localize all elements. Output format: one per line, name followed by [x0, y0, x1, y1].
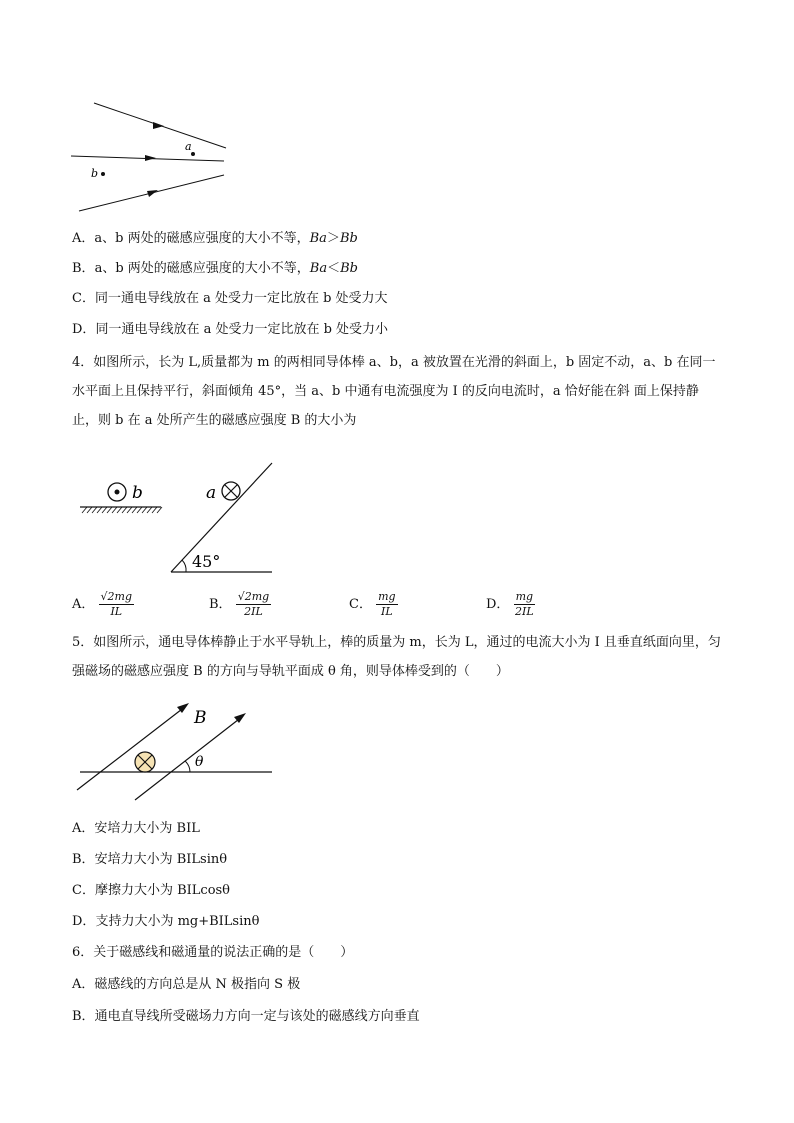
label-angle: 45° — [192, 552, 221, 571]
label-a: a — [185, 140, 192, 153]
q3-option-b: B．a、b 两处的磁感应强度的大小不等，Ba＜Bb — [72, 261, 358, 276]
label-b: b — [91, 167, 99, 180]
label-field-B: B — [194, 708, 207, 728]
q6-stem: 6．关于磁感线和磁通量的说法正确的是（ ） — [72, 945, 354, 960]
field-line-left — [77, 706, 186, 790]
label-angle-theta: θ — [195, 754, 204, 770]
q5-option-d: D．支持力大小为 mg+BILsinθ — [72, 914, 260, 929]
label-rod-b: b — [132, 483, 143, 503]
q5-option-a: A．安培力大小为 BIL — [72, 821, 200, 836]
q4-option-c: C． $\frac{mg}{IL}$ — [349, 590, 396, 618]
q3-option-a: A．a、b 两处的磁感应强度的大小不等，Ba＞Bb — [72, 231, 358, 246]
q3-option-c: C．同一通电导线放在 a 处受力一定比放在 b 处受力大 — [72, 291, 388, 306]
label-rod-a: a — [206, 483, 217, 503]
q5-option-c: C．摩擦力大小为 BILcosθ — [72, 883, 231, 898]
q3-option-d: D．同一通电导线放在 a 处受力一定比放在 b 处受力小 — [72, 322, 389, 337]
q5-option-b: B．安培力大小为 BILsinθ — [72, 852, 228, 867]
q6-option-b: B．通电直导线所受磁场力方向一定与该处的磁感线方向垂直 — [72, 1009, 420, 1024]
q4-stem: 4．如图所示，长为 L,质量都为 m 的两相同导体棒 a、b，a 被放置在光滑的斜面上，b 固定不动，a、b 在同一水平面上且保持平行，斜面倾角 45°，当 a、b 中通有电流强度为 I 的反向电流时，a 恰好能在斜 面上保持静止，则 b 在 a 处所产生的磁感应强度 B 的大小为 — [72, 355, 716, 428]
q4-option-a: A． $\frac{√2mg}{IL}$ — [72, 590, 133, 618]
q5-stem: 5．如图所示，通电导体棒静止于水平导轨上，棒的质量为 m，长为 L，通过的电流大小为 I 且垂直纸面向里，匀强磁场的磁感应强度 B 的方向与导轨平面成 θ 角，则导体棒受到的（ ） — [72, 635, 721, 679]
q4-option-b: B． $\frac{√2mg}{2IL}$ — [209, 590, 270, 618]
q6-option-a: A．磁感线的方向总是从 N 极指向 S 极 — [72, 977, 301, 992]
q4-option-d: D． $\frac{mg}{2IL}$ — [486, 590, 534, 618]
